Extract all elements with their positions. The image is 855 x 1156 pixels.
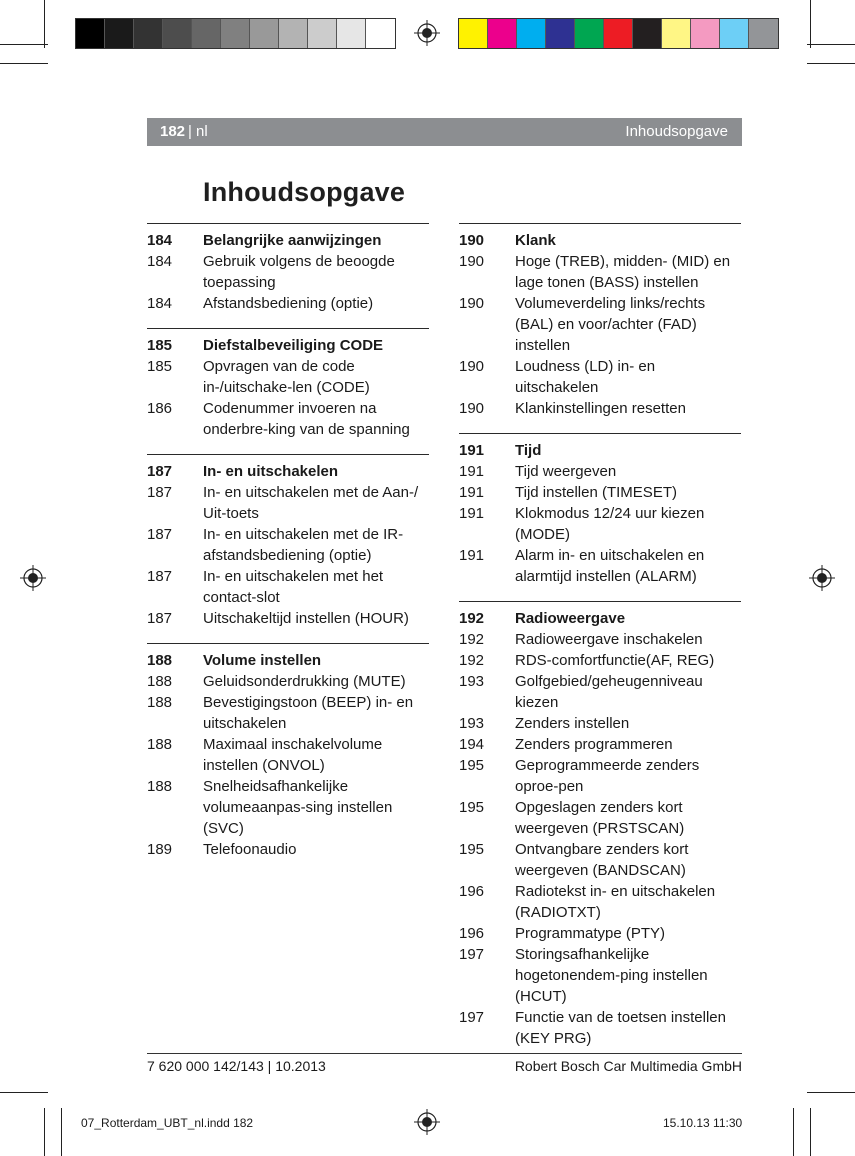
footer-rule <box>147 1053 742 1054</box>
color-swatch <box>488 19 517 48</box>
toc-entry[interactable] <box>459 356 741 398</box>
crop-mark <box>44 0 45 48</box>
toc-page-number: 195 <box>459 757 485 774</box>
toc-page-number: 193 <box>459 715 485 732</box>
toc-entry[interactable] <box>459 1007 741 1049</box>
toc-entry-text: Zenders instellen <box>515 715 630 732</box>
color-swatch <box>546 19 575 48</box>
toc-entry[interactable] <box>459 293 741 356</box>
toc-section-heading[interactable] <box>147 650 429 671</box>
toc-entry[interactable] <box>147 293 429 314</box>
color-swatch <box>633 19 662 48</box>
toc-page-number: 184 <box>147 232 173 249</box>
toc-entry-text: Uitschakeltijd instellen (HOUR) <box>203 610 409 627</box>
toc-entry[interactable] <box>459 839 741 881</box>
footer-company: Robert Bosch Car Multimedia GmbH <box>514 1058 742 1074</box>
color-swatch <box>749 19 778 48</box>
toc-entry[interactable] <box>147 251 429 293</box>
toc-entry-text: Loudness (LD) in- en uitschakelen <box>515 358 656 396</box>
grayscale-calibration-bar <box>75 18 396 49</box>
registration-mark-icon <box>20 565 46 591</box>
toc-page-number: 197 <box>459 1009 485 1026</box>
toc-entry-text: Golfgebied/geheugenniveau kiezen <box>515 673 703 711</box>
toc-entry[interactable] <box>459 545 741 587</box>
crop-mark <box>810 0 811 48</box>
slug-filename: 07_Rotterdam_UBT_nl.indd 182 <box>81 1116 254 1130</box>
section-name: Inhoudsopgave <box>625 123 728 140</box>
toc-section <box>147 223 429 314</box>
toc-entry-text: Ontvangbare zenders kort weergeven (BANDSCAN) <box>515 841 689 879</box>
toc-entry[interactable] <box>147 839 429 860</box>
toc-page-number: 197 <box>459 946 485 963</box>
toc-entry-text: Klokmodus 12/24 uur kiezen (MODE) <box>515 505 705 543</box>
color-swatch <box>192 19 221 48</box>
registration-mark-icon <box>414 1109 440 1135</box>
language-code: nl <box>196 123 208 140</box>
slug-datetime: 15.10.13 11:30 <box>663 1116 743 1130</box>
registration-mark-icon <box>414 20 440 46</box>
toc-entry-text: In- en uitschakelen met het contact-slot <box>203 568 384 606</box>
toc-section-heading[interactable] <box>147 461 429 482</box>
toc-page-number: 195 <box>459 841 485 858</box>
toc-page-number: 188 <box>147 778 173 795</box>
toc-right-column <box>459 223 741 1063</box>
toc-section-title: Tijd <box>515 442 542 459</box>
crop-mark <box>44 1108 45 1156</box>
toc-section-heading[interactable] <box>459 608 741 629</box>
crop-mark <box>793 1108 794 1156</box>
toc-entry-text: Codenummer invoeren na onderbre-king van de spanning <box>203 400 410 438</box>
toc-entry-text: Geprogrammeerde zenders oproe-pen <box>515 757 700 795</box>
toc-page-number: 192 <box>459 610 485 627</box>
color-swatch <box>134 19 163 48</box>
toc-entry[interactable] <box>459 944 741 1007</box>
toc-page-number: 190 <box>459 253 485 270</box>
toc-section-heading[interactable] <box>147 335 429 356</box>
toc-page-number: 193 <box>459 673 485 690</box>
toc-page-number: 184 <box>147 253 173 270</box>
toc-entry-text: Gebruik volgens de beoogde toepassing <box>203 253 395 291</box>
toc-entry[interactable] <box>459 923 741 944</box>
toc-page-number: 194 <box>459 736 485 753</box>
toc-entry-text: Opvragen van de code in-/uitschake-len (CODE) <box>203 358 370 396</box>
toc-entry[interactable] <box>459 398 741 419</box>
toc-entry-text: Klankinstellingen resetten <box>515 400 686 417</box>
crop-mark <box>0 44 48 45</box>
toc-entry-text: Storingsafhankelijke hogetonendem-ping instellen (HCUT) <box>515 946 708 1005</box>
color-swatch <box>720 19 749 48</box>
toc-entry[interactable] <box>459 734 741 755</box>
toc-entry-text: Bevestigingstoon (BEEP) in- en uitschakelen <box>203 694 414 732</box>
toc-page-number: 191 <box>459 463 485 480</box>
color-swatch <box>76 19 105 48</box>
page-number: 182 <box>160 123 186 140</box>
toc-section <box>459 601 741 1049</box>
color-swatch <box>575 19 604 48</box>
toc-entry-text: Tijd weergeven <box>515 463 617 480</box>
color-swatch <box>221 19 250 48</box>
toc-section <box>147 454 429 629</box>
toc-page-number: 187 <box>147 526 173 543</box>
color-swatch <box>366 19 395 48</box>
crop-mark <box>810 1108 811 1156</box>
toc-left-column <box>147 223 429 874</box>
toc-entry[interactable] <box>147 398 429 440</box>
toc-entry[interactable] <box>459 650 741 671</box>
color-swatch <box>662 19 691 48</box>
toc-page-number: 188 <box>147 736 173 753</box>
toc-entry[interactable] <box>459 482 741 503</box>
toc-entry-text: Tijd instellen (TIMESET) <box>515 484 677 501</box>
toc-entry[interactable] <box>459 881 741 923</box>
toc-page-number: 189 <box>147 841 173 858</box>
toc-section-title: Radioweergave <box>515 610 626 627</box>
toc-page-number: 188 <box>147 673 173 690</box>
footer-doc-number: 7 620 000 142/143 | 10.2013 <box>147 1058 326 1074</box>
color-swatch <box>163 19 192 48</box>
toc-entry[interactable] <box>147 356 429 398</box>
toc-page-number: 191 <box>459 505 485 522</box>
toc-page-number: 190 <box>459 232 485 249</box>
color-calibration-bar <box>458 18 779 49</box>
toc-entry[interactable] <box>147 608 429 629</box>
toc-entry[interactable] <box>147 482 429 524</box>
toc-page-number: 191 <box>459 547 485 564</box>
toc-page-number: 196 <box>459 925 485 942</box>
toc-section <box>147 328 429 440</box>
toc-entry-text: Radioweergave inschakelen <box>515 631 703 648</box>
toc-page-number: 196 <box>459 883 485 900</box>
crop-mark <box>807 1092 855 1093</box>
page-title: Inhoudsopgave <box>203 177 406 207</box>
toc-entry-text: Afstandsbediening (optie) <box>203 295 374 312</box>
toc-entry-text: RDS-comfortfunctie(AF, REG) <box>515 652 715 669</box>
crop-mark <box>61 1108 62 1156</box>
color-swatch <box>250 19 279 48</box>
toc-entry-text: Programmatype (PTY) <box>515 925 666 942</box>
toc-entry[interactable] <box>459 461 741 482</box>
toc-entry[interactable] <box>459 503 741 545</box>
toc-page-number: 190 <box>459 358 485 375</box>
toc-entry[interactable] <box>459 671 741 713</box>
toc-entry-text: Hoge (TREB), midden- (MID) en lage tonen (BASS) instellen <box>515 253 731 291</box>
color-swatch <box>337 19 366 48</box>
toc-section-title: Diefstalbeveiliging CODE <box>203 337 384 354</box>
toc-entry[interactable] <box>147 671 429 692</box>
toc-entry[interactable] <box>459 755 741 797</box>
toc-entry[interactable] <box>147 524 429 566</box>
toc-entry[interactable] <box>459 797 741 839</box>
toc-entry[interactable] <box>459 251 741 293</box>
toc-entry-text: Radiotekst in- en uitschakelen (RADIOTXT) <box>515 883 716 921</box>
toc-section-heading[interactable] <box>147 230 429 251</box>
toc-section-title: Klank <box>515 232 556 249</box>
toc-section-heading[interactable] <box>459 440 741 461</box>
color-swatch <box>279 19 308 48</box>
color-swatch <box>308 19 337 48</box>
header-separator: | <box>188 123 192 140</box>
toc-page-number: 187 <box>147 484 173 501</box>
toc-section-title: Volume instellen <box>203 652 322 669</box>
crop-mark <box>0 63 48 64</box>
toc-section-heading[interactable] <box>459 230 741 251</box>
toc-page-number: 184 <box>147 295 173 312</box>
toc-entry-text: Functie van de toetsen instellen (KEY PRG) <box>515 1009 726 1047</box>
toc-page-number: 187 <box>147 463 173 480</box>
page-header-band <box>147 118 742 146</box>
toc-section <box>459 223 741 419</box>
crop-mark <box>807 44 855 45</box>
color-swatch <box>459 19 488 48</box>
crop-mark <box>0 1092 48 1093</box>
toc-section-title: In- en uitschakelen <box>203 463 339 480</box>
toc-section <box>147 643 429 860</box>
toc-page-number: 188 <box>147 652 173 669</box>
toc-page-number: 192 <box>459 652 485 669</box>
toc-section-title: Belangrijke aanwijzingen <box>203 232 382 249</box>
toc-page-number: 195 <box>459 799 485 816</box>
toc-page-number: 190 <box>459 400 485 417</box>
toc-entry-text: Alarm in- en uitschakelen en alarmtijd instellen (ALARM) <box>515 547 705 585</box>
toc-page-number: 191 <box>459 442 485 459</box>
toc-page-number: 186 <box>147 400 173 417</box>
toc-entry-text: Maximaal inschakelvolume instellen (ONVOL) <box>203 736 383 774</box>
toc-page-number: 190 <box>459 295 485 312</box>
toc-entry-text: Zenders programmeren <box>515 736 673 753</box>
toc-page-number: 191 <box>459 484 485 501</box>
toc-entry[interactable] <box>147 692 429 734</box>
toc-page-number: 192 <box>459 631 485 648</box>
toc-entry[interactable] <box>459 629 741 650</box>
crop-mark <box>807 63 855 64</box>
toc-page-number: 188 <box>147 694 173 711</box>
color-swatch <box>604 19 633 48</box>
toc-entry[interactable] <box>147 566 429 608</box>
toc-page-number: 187 <box>147 568 173 585</box>
toc-entry-text: Opgeslagen zenders kort weergeven (PRSTSCAN) <box>515 799 685 837</box>
toc-page-number: 185 <box>147 337 173 354</box>
color-swatch <box>517 19 546 48</box>
toc-entry[interactable] <box>147 734 429 776</box>
toc-entry-text: Volumeverdeling links/rechts (BAL) en voor/achter (FAD) instellen <box>515 295 706 354</box>
registration-mark-icon <box>809 565 835 591</box>
toc-entry[interactable] <box>459 713 741 734</box>
toc-entry[interactable] <box>147 776 429 839</box>
toc-entry-text: In- en uitschakelen met de IR-afstandsbediening (optie) <box>203 526 404 564</box>
toc-section <box>459 433 741 587</box>
toc-page-number: 185 <box>147 358 173 375</box>
toc-entry-text: Snelheidsafhankelijke volumeaanpas-sing instellen (SVC) <box>203 778 393 837</box>
toc-entry-text: In- en uitschakelen met de Aan-/ Uit-toets <box>203 484 419 522</box>
toc-entry-text: Telefoonaudio <box>203 841 297 858</box>
toc-page-number: 187 <box>147 610 173 627</box>
color-swatch <box>691 19 720 48</box>
toc-entry-text: Geluidsonderdrukking (MUTE) <box>203 673 406 690</box>
color-swatch <box>105 19 134 48</box>
